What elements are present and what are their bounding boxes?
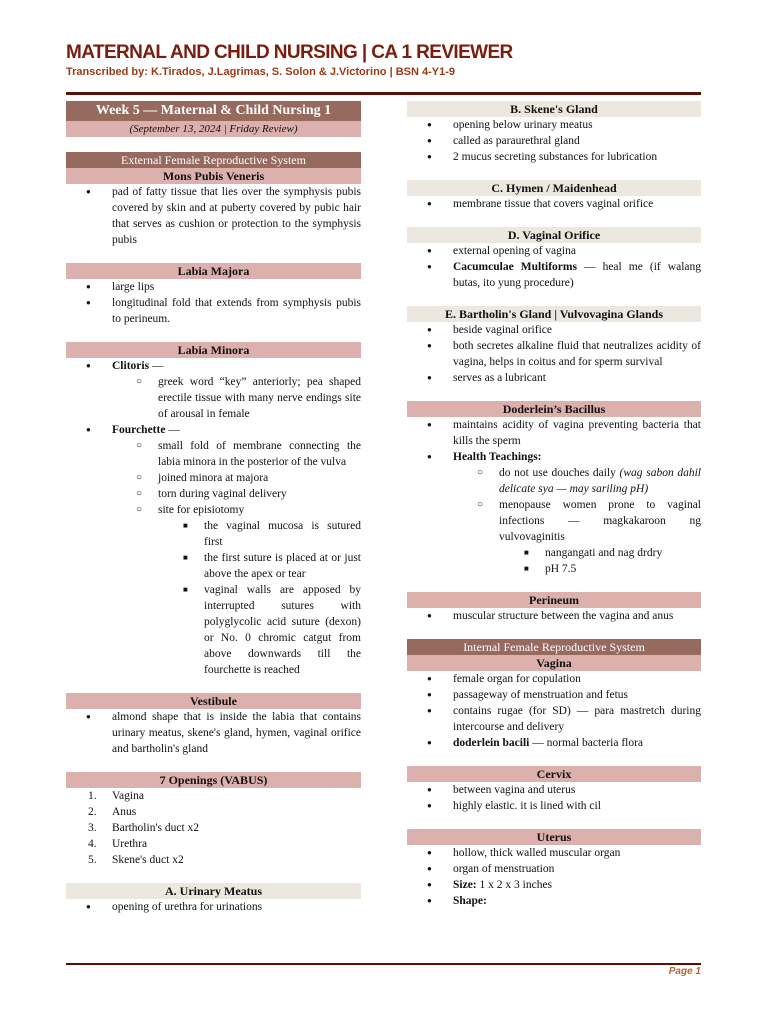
- openings-list: [66, 788, 361, 868]
- footer-divider: [66, 963, 701, 965]
- cervix-heading: Cervix: [407, 766, 701, 782]
- list-item: ○ torn during vaginal delivery: [158, 486, 361, 502]
- list-item: [88, 804, 361, 820]
- episiotomy-item: [158, 502, 361, 678]
- list-item: [453, 735, 701, 751]
- cervix-section: [407, 766, 701, 814]
- vestibule-heading: Vestibule: [66, 693, 361, 709]
- perineum-section: [407, 592, 701, 624]
- openings-heading: 7 Openings (VABUS): [66, 772, 361, 788]
- list-item: ● large lips: [112, 279, 361, 295]
- health-teachings-label: Health Teachings:: [453, 451, 542, 463]
- list-item: ● organ of menstruation: [453, 861, 701, 877]
- health-teachings-sublist: [453, 465, 701, 577]
- clitoris-sublist: [112, 374, 361, 422]
- list-item: [453, 259, 701, 291]
- fourchette-sublist: [112, 438, 361, 678]
- transcribers-line: Transcribed by: K.Tirados, J.Lagrimas, S. Solon & J.Victorino | BSN 4-Y1-9: [66, 66, 455, 78]
- openings-section: [66, 772, 361, 868]
- item-text: Vagina: [112, 790, 144, 802]
- list-item: ● female organ for copulation: [453, 671, 701, 687]
- majora-list: [66, 279, 361, 327]
- mons-section: [66, 152, 361, 248]
- skene-list: [407, 117, 701, 165]
- item-number: 3.: [88, 822, 97, 834]
- vagina-list: [407, 671, 701, 751]
- episiotomy-sublist: [158, 518, 361, 678]
- douche-note: (wag sabon dahil delicate sya — may sariling pH): [499, 467, 701, 495]
- list-item: ● 2 mucus secreting substances for lubrication: [453, 149, 701, 165]
- bartholin-list: [407, 322, 701, 386]
- list-item: ● serves as a lubricant: [453, 370, 701, 386]
- menopause-sublist: [499, 545, 701, 577]
- list-item: ● pad of fatty tissue that lies over the symphysis pubis covered by skin and at puberty covered by pubic hair that serves as cushion or protection to the symphysis pubis: [112, 184, 361, 248]
- cacumculae-label: Cacumculae Multiforms: [453, 261, 577, 273]
- list-item: ● contains rugae (for SD) — para mastretch during intercourse and delivery: [453, 703, 701, 735]
- list-item: ● maintains acidity of vagina preventing bacteria that kills the sperm: [453, 417, 701, 449]
- shape-label: Shape:: [453, 895, 487, 907]
- majora-section: [66, 263, 361, 327]
- list-item: ● between vagina and uterus: [453, 782, 701, 798]
- list-item: ■ pH 7.5: [545, 561, 701, 577]
- item-text: Urethra: [112, 838, 148, 850]
- week-section: [66, 101, 361, 137]
- fourchette-label: Fourchette: [112, 424, 166, 436]
- clitoris-dash: —: [149, 360, 164, 372]
- hymen-list: [407, 196, 701, 212]
- item-number: 2.: [88, 806, 97, 818]
- week-title: Week 5 — Maternal & Child Nursing 1: [66, 101, 361, 121]
- list-item: ○ joined minora at majora: [158, 470, 361, 486]
- page-number: Page 1: [668, 966, 701, 977]
- list-item: [88, 788, 361, 804]
- majora-heading: Labia Majora: [66, 263, 361, 279]
- cacumculae-text: — heal me (if walang butas, ito yung procedure): [453, 261, 701, 289]
- hymen-section: [407, 180, 701, 212]
- week-subtitle: (September 13, 2024 | Friday Review): [66, 121, 361, 137]
- list-item: ● hollow, thick walled muscular organ: [453, 845, 701, 861]
- list-item: ■ the vaginal mucosa is sutured first: [204, 518, 361, 550]
- meatus-section: [66, 883, 361, 915]
- list-item: ● called as paraurethral gland: [453, 133, 701, 149]
- perineum-heading: Perineum: [407, 592, 701, 608]
- list-item: ● opening of urethra for urinations: [112, 899, 361, 915]
- list-item: ● muscular structure between the vagina and anus: [453, 608, 701, 624]
- list-item: ● membrane tissue that covers vaginal orifice: [453, 196, 701, 212]
- skene-heading: B. Skene's Gland: [407, 101, 701, 117]
- orifice-list: [407, 243, 701, 291]
- doderlein-section: [407, 401, 701, 577]
- doderlein-heading: Doderlein’s Bacillus: [407, 401, 701, 417]
- internal-system-heading: Internal Female Reproductive System: [407, 639, 701, 655]
- list-item: ● both secretes alkaline fluid that neutralizes acidity of vagina, helps in coitus and for sperm survival: [453, 338, 701, 370]
- bartholin-section: [407, 306, 701, 386]
- header-divider: [66, 92, 701, 95]
- vestibule-section: [66, 693, 361, 757]
- cervix-list: [407, 782, 701, 814]
- minora-section: [66, 342, 361, 678]
- minora-list: [66, 358, 361, 678]
- meatus-heading: A. Urinary Meatus: [66, 883, 361, 899]
- vestibule-list: [66, 709, 361, 757]
- list-item: [453, 877, 701, 893]
- mons-heading: Mons Pubis Veneris: [66, 168, 361, 184]
- list-item: ○ small fold of membrane connecting the labia minora in the posterior of the vulva: [158, 438, 361, 470]
- meatus-list: [66, 899, 361, 915]
- external-system-heading: External Female Reproductive System: [66, 152, 361, 168]
- orifice-section: [407, 227, 701, 291]
- item-number: 5.: [88, 854, 97, 866]
- mons-list: [66, 184, 361, 248]
- douche-text: do not use douches daily: [499, 467, 620, 479]
- right-column: [407, 101, 701, 909]
- list-item: ● beside vaginal orifice: [453, 322, 701, 338]
- fourchette-item: [112, 422, 361, 678]
- uterus-heading: Uterus: [407, 829, 701, 845]
- list-item: ● passageway of menstruation and fetus: [453, 687, 701, 703]
- item-number: 1.: [88, 790, 97, 802]
- uterus-list: [407, 845, 701, 909]
- list-item: [453, 893, 701, 909]
- item-number: 4.: [88, 838, 97, 850]
- bacili-text: — normal bacteria flora: [529, 737, 644, 749]
- clitoris-label: Clitoris: [112, 360, 150, 372]
- list-item: ● almond shape that is inside the labia that contains urinary meatus, skene's gland, hymen, vaginal orifice and bartholin's gland: [112, 709, 361, 757]
- list-item: ○ greek word “key” anteriorly; pea shaped erectile tissue with many nerve endings site of arousal in female: [158, 374, 361, 422]
- left-column: [66, 101, 361, 915]
- skene-section: [407, 101, 701, 165]
- list-item: ■ the first suture is placed at or just above the apex or tear: [204, 550, 361, 582]
- size-text: 1 x 2 x 3 inches: [476, 879, 553, 891]
- list-item: ● longitudinal fold that extends from symphysis pubis to perineum.: [112, 295, 361, 327]
- list-item: ■ nangangati and nag drdry: [545, 545, 701, 561]
- health-teachings-item: [453, 449, 701, 577]
- fourchette-dash: —: [165, 424, 180, 436]
- vagina-section: [407, 639, 701, 751]
- list-item: ● opening below urinary meatus: [453, 117, 701, 133]
- item-text: Skene's duct x2: [112, 854, 184, 866]
- perineum-list: [407, 608, 701, 624]
- episiotomy-text: site for episiotomy: [158, 504, 245, 516]
- vagina-heading: Vagina: [407, 655, 701, 671]
- menopause-item: [499, 497, 701, 577]
- list-item: [499, 465, 701, 497]
- list-item: [88, 852, 361, 868]
- list-item: ● external opening of vagina: [453, 243, 701, 259]
- list-item: [88, 820, 361, 836]
- orifice-heading: D. Vaginal Orifice: [407, 227, 701, 243]
- bartholin-heading: E. Bartholin's Gland | Vulvovagina Glands: [407, 306, 701, 322]
- size-label: Size:: [453, 879, 477, 891]
- item-text: Anus: [112, 806, 137, 818]
- list-item: [88, 836, 361, 852]
- list-item: ● highly elastic. it is lined with cil: [453, 798, 701, 814]
- clitoris-item: [112, 358, 361, 422]
- list-item: ■ vaginal walls are apposed by interrupted sutures with polyglycolic acid suture (dexon) or No. 0 chromic catgut from above downwards till the fourchette is reached: [204, 582, 361, 678]
- document-title: MATERNAL AND CHILD NURSING | CA 1 REVIEWER: [66, 42, 513, 63]
- doderlein-list: [407, 417, 701, 577]
- menopause-text: menopause women prone to vaginal infections — magkakaroon ng vulvovaginitis: [499, 499, 701, 543]
- item-text: Bartholin's duct x2: [112, 822, 200, 834]
- bacili-label: doderlein bacili: [453, 737, 530, 749]
- minora-heading: Labia Minora: [66, 342, 361, 358]
- uterus-section: [407, 829, 701, 909]
- hymen-heading: C. Hymen / Maidenhead: [407, 180, 701, 196]
